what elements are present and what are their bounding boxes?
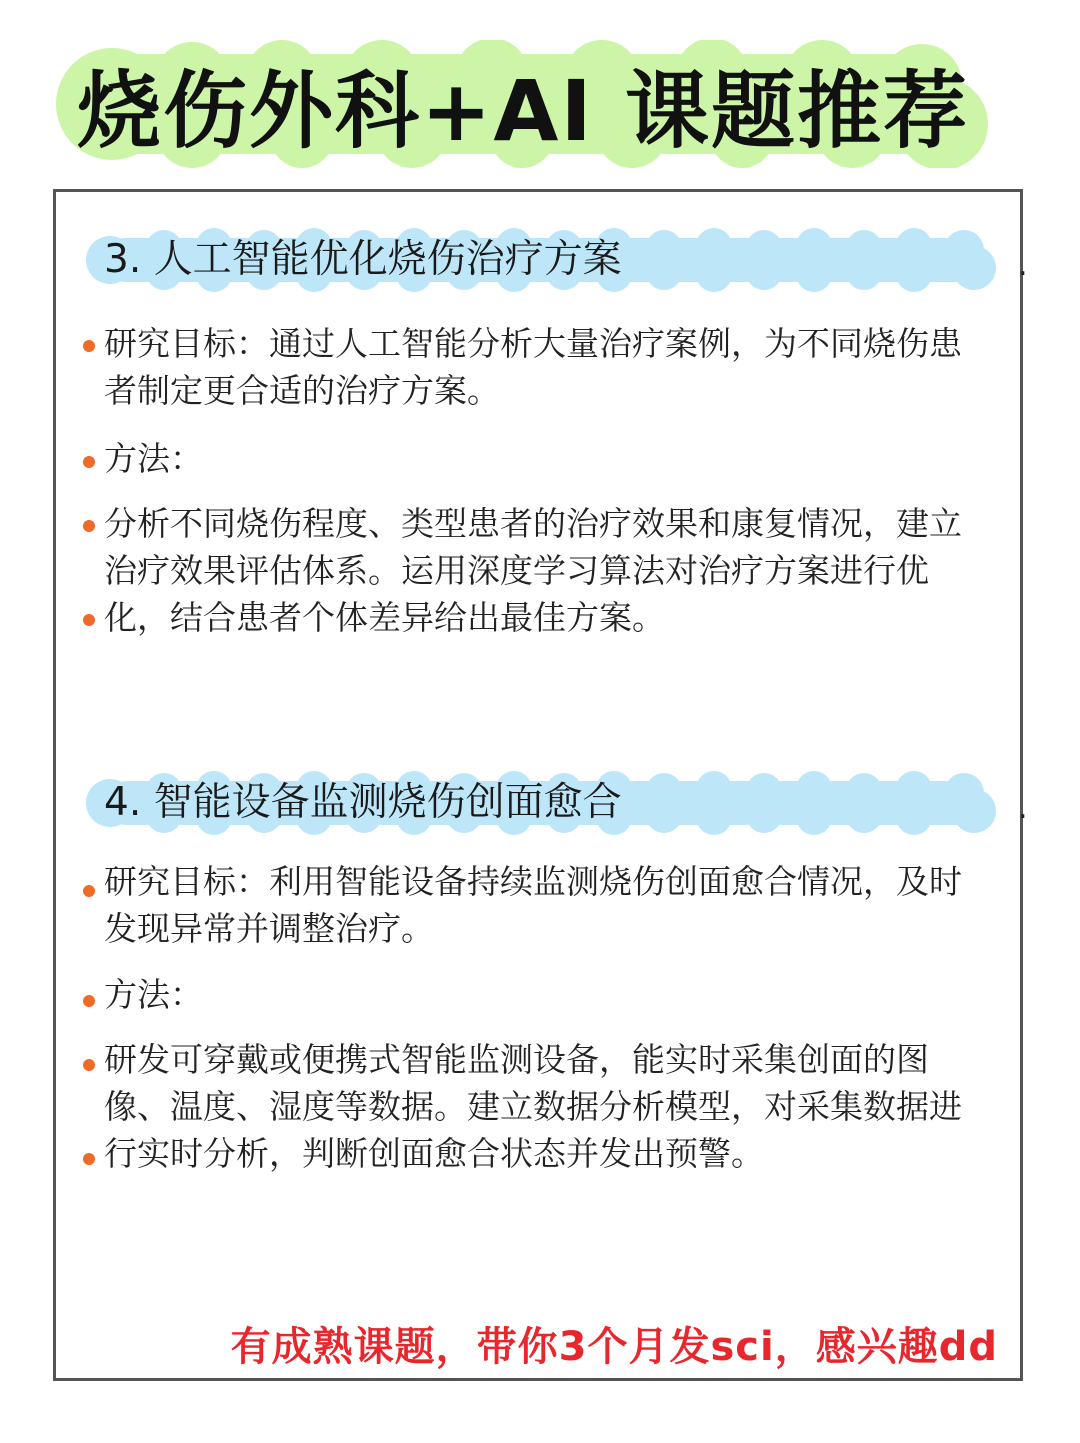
method-label: 方法：	[104, 439, 203, 478]
research-objective: 研究目标：通过人工智能分析大量治疗案例，为不同烧伤患者制定更合适的治疗方案。	[104, 324, 962, 410]
bullet-icon	[83, 456, 95, 468]
method-description: 分析不同烧伤程度、类型患者的治疗效果和康复情况，建立治疗效果评估体系。运用深度学习算法对治疗方案进行优化，结合患者个体差异给出最佳方案。	[104, 504, 962, 637]
heading-dot: .	[1018, 248, 1028, 283]
bullet-icon	[83, 1153, 95, 1165]
method-description: 研发可穿戴或便携式智能监测设备，能实时采集创面的图像、温度、湿度等数据。建立数据分析模型，对采集数据进行实时分析，判断创面愈合状态并发出预警。	[104, 1040, 962, 1173]
title-banner	[52, 40, 994, 168]
page-title: 烧伤外科+AI 课题推荐	[77, 61, 969, 160]
research-objective: 研究目标：利用智能设备持续监测烧伤创面愈合情况，及时发现异常并调整治疗。	[104, 862, 962, 948]
bullet-icon	[83, 995, 95, 1007]
section-title: 3. 人工智能优化烧伤治疗方案	[104, 237, 622, 282]
method-label: 方法：	[104, 975, 203, 1014]
bullet-icon	[83, 1059, 95, 1071]
section-heading	[84, 228, 1028, 292]
bullet-icon	[83, 520, 95, 532]
heading-dot: .	[1018, 791, 1028, 826]
bullet-icon	[83, 614, 95, 626]
footer-promo-text: 有成熟课题，带你3个月发sci，感兴趣dd	[230, 1324, 998, 1370]
bullet-icon	[83, 340, 95, 352]
content-card	[53, 189, 1028, 1381]
bullet-icon	[83, 885, 95, 897]
section-title: 4. 智能设备监测烧伤创面愈合	[104, 780, 622, 825]
section-heading	[84, 771, 1028, 835]
